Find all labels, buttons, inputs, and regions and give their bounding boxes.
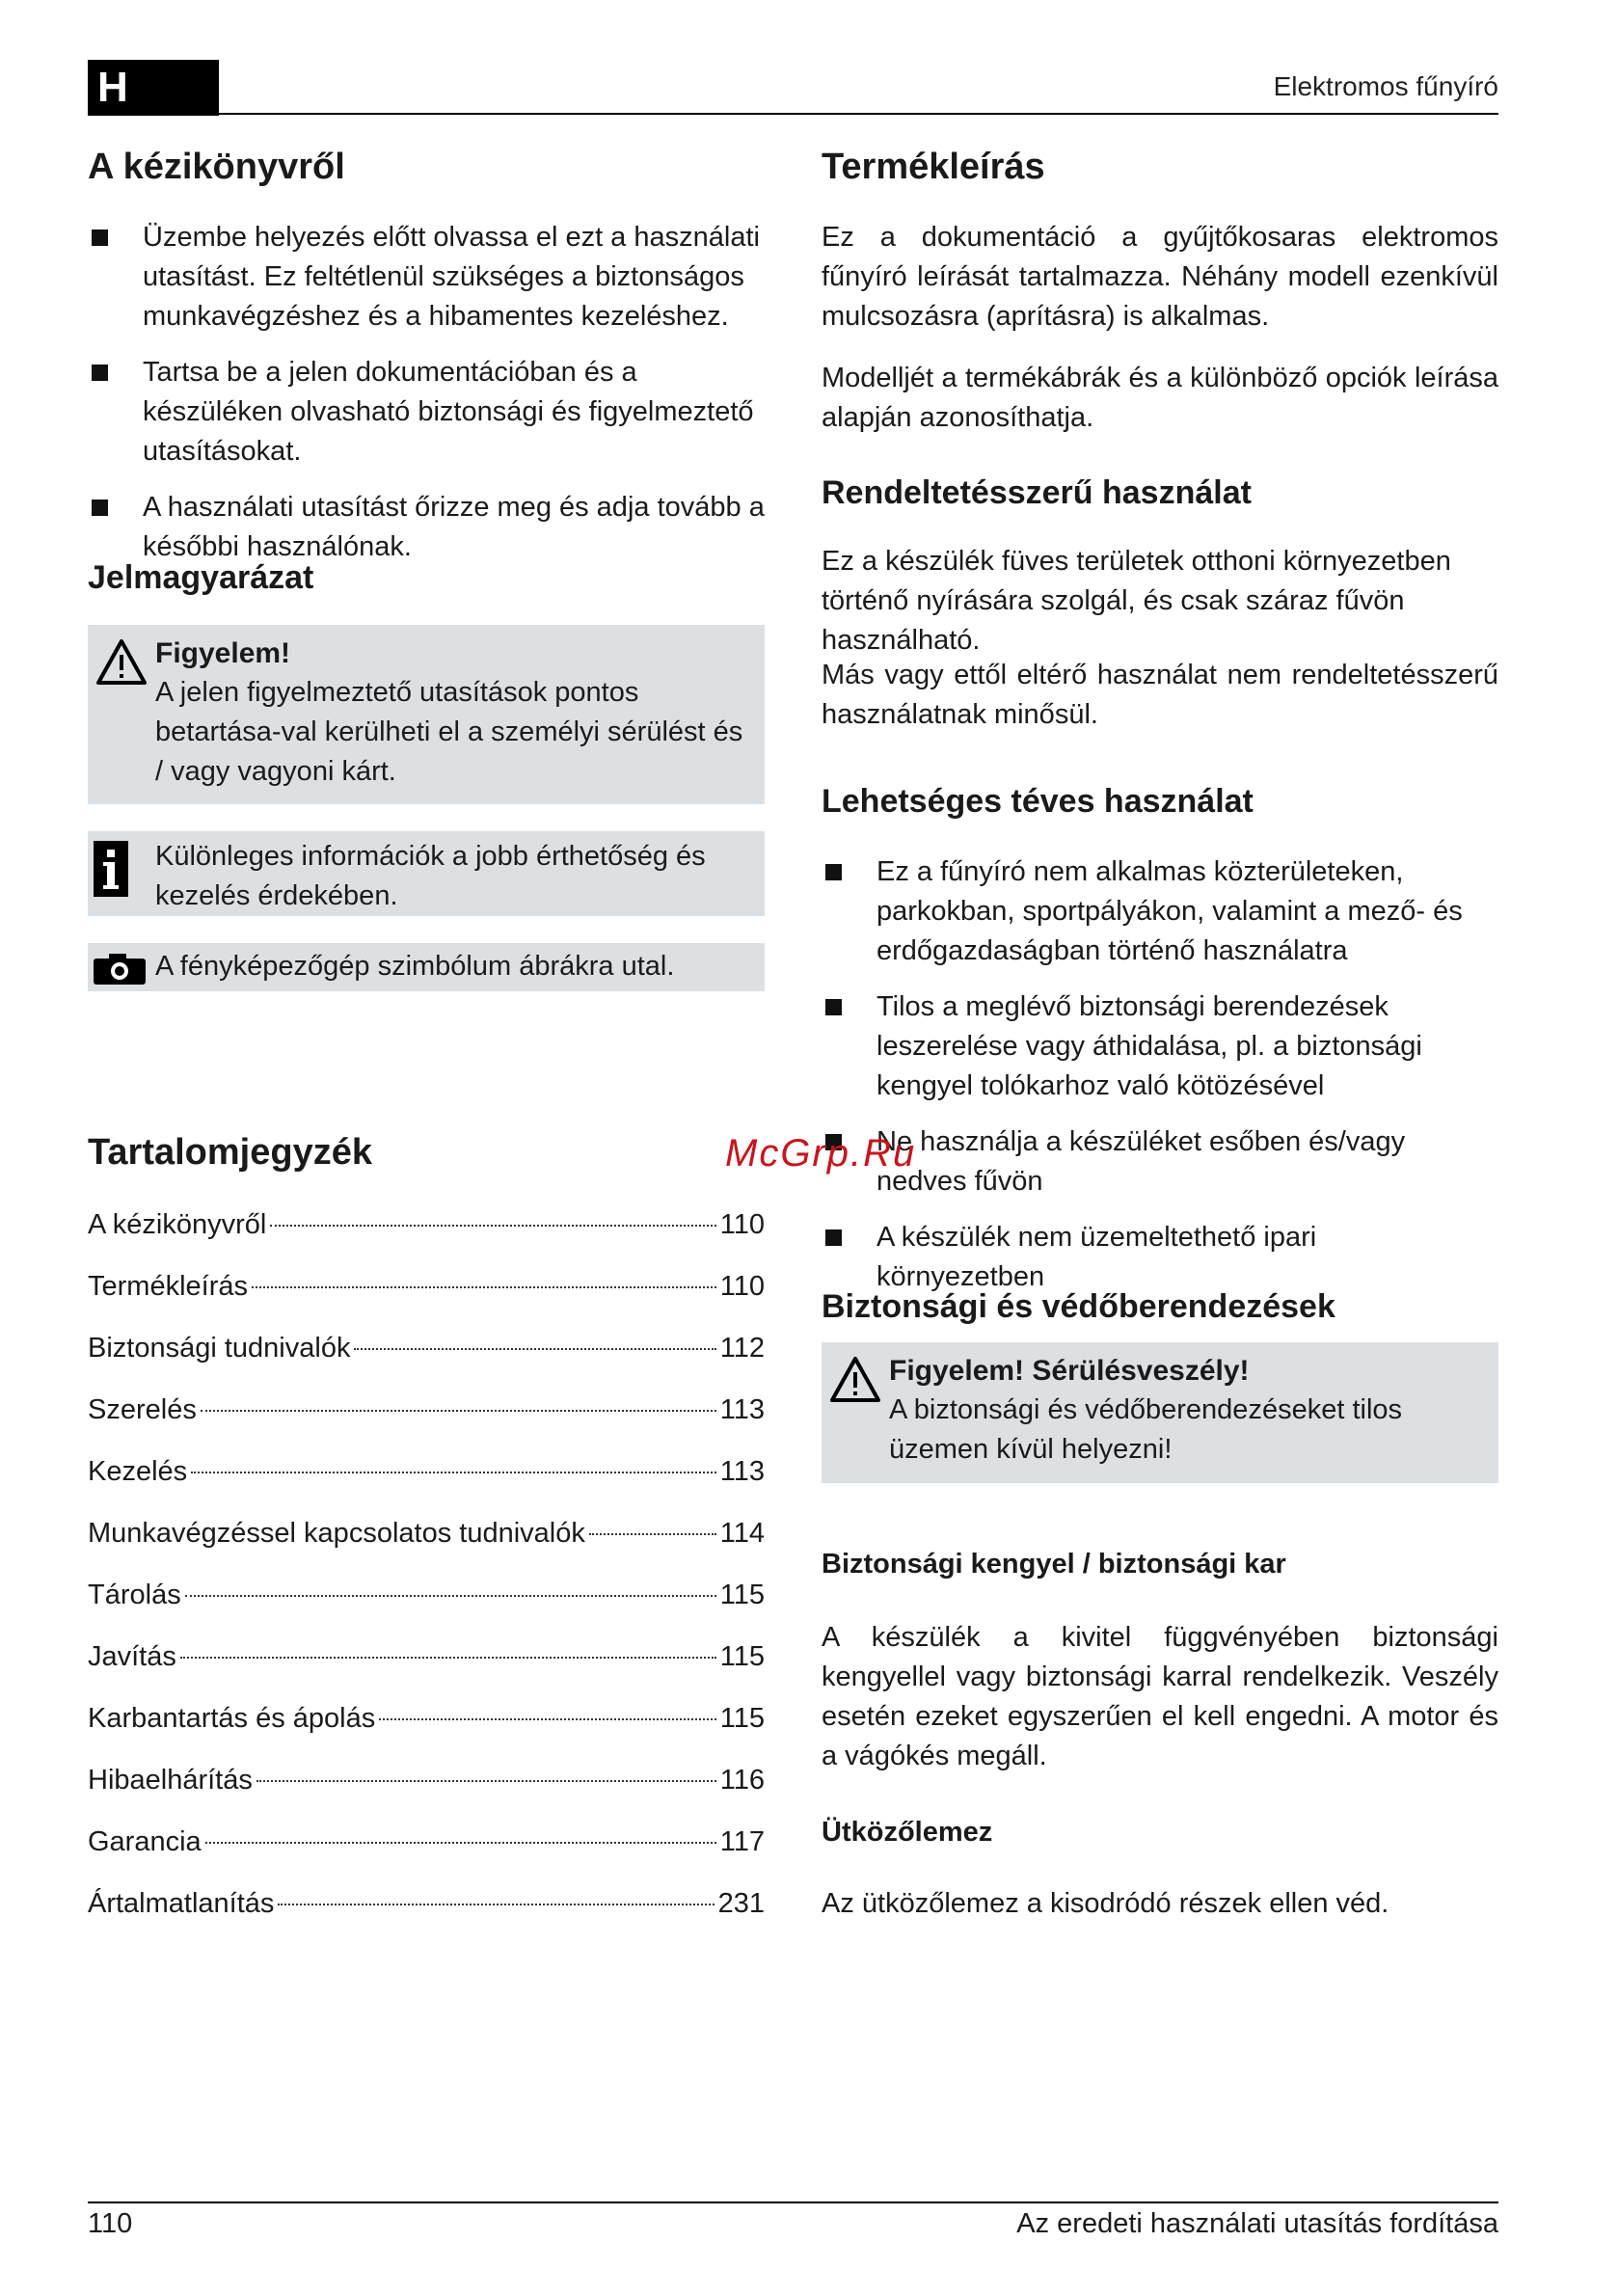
square-bullet-icon: [92, 500, 108, 516]
intended-use-heading: Rendeltetésszerű használat: [822, 474, 1252, 511]
toc-entry[interactable]: Termékleírás 110: [88, 1271, 765, 1302]
footer-text: Az eredeti használati utasítás fordítása: [1016, 2208, 1498, 2239]
list-item: Tilos a meglévő biztonsági berendezések leszerelése vagy áthidalása, pl. a biztonsági kengyel tolókarhoz való kötözésével: [822, 987, 1487, 1106]
about-list: [88, 218, 765, 583]
camera-text: A fényképezőgép szimbólum ábrákra utal.: [155, 951, 675, 982]
misuse-list: [822, 852, 1487, 1313]
square-bullet-icon: [825, 1229, 842, 1246]
warning-triangle-icon: [95, 638, 148, 687]
info-box: [88, 831, 765, 916]
list-item: Tartsa be a jelen dokumentációban és a készüléken olvasható biztonsági és figyelmeztető utasításokat.: [88, 353, 765, 472]
list-item: A használati utasítást őrizze meg és adja tovább a későbbi használónak.: [88, 488, 765, 567]
header-title: Elektromos fűnyíró: [1273, 71, 1498, 101]
toc-entry[interactable]: Szerelés 113: [88, 1394, 765, 1425]
baffle-text: Az ütközőlemez a kisodródó részek ellen véd.: [822, 1888, 1389, 1919]
toc-entry[interactable]: Ártalmatlanítás 231: [88, 1888, 765, 1919]
square-bullet-icon: [825, 999, 842, 1015]
camera-box: [88, 943, 765, 991]
toc-entry[interactable]: Tárolás 115: [88, 1580, 765, 1610]
baffle-heading: Ütközőlemez: [822, 1817, 993, 1848]
toc-entry[interactable]: Garancia 117: [88, 1826, 765, 1857]
warning-box: [88, 625, 765, 804]
info-icon: [94, 841, 128, 897]
toc-entry[interactable]: Kezelés 113: [88, 1456, 765, 1487]
intended-use-paragraph-1: Ez a készülék füves területek otthoni környezetben történő nyírására szolgál, és csak száraz fűvön használható.: [822, 546, 1451, 656]
intended-use-paragraph-2: Más vagy ettől eltérő használat nem rendeltetésszerű használatnak minősül.: [822, 660, 1498, 730]
list-item: Ez a fűnyíró nem alkalmas közterületeken, parkokban, sportpályákon, valamint a mező- és erdőgazdaságban történő használatra: [822, 852, 1487, 971]
warning-triangle-icon: [829, 1356, 881, 1404]
about-heading: A kézikönyvről: [88, 147, 345, 187]
header-divider: [88, 113, 1498, 115]
toc-entry[interactable]: A kézikönyvről 110: [88, 1209, 765, 1240]
legend-heading: Jelmagyarázat: [88, 559, 314, 596]
list-item: Ne használja a készüléket esőben és/vagy nedves fűvön: [822, 1122, 1487, 1202]
toc-list: [88, 1205, 765, 1946]
toc-entry[interactable]: Javítás 115: [88, 1641, 765, 1672]
safety-warning-box: [822, 1342, 1498, 1483]
square-bullet-icon: [92, 230, 108, 246]
square-bullet-icon: [825, 864, 842, 880]
warning-title: Figyelem!: [155, 637, 291, 669]
warning-text: A jelen figyelmeztető utasítások pontos betartása-val kerülheti el a személyi sérülést és / vagy vagyoni kárt.: [155, 677, 743, 787]
camera-icon: [92, 953, 148, 986]
product-heading: Termékleírás: [822, 147, 1045, 187]
list-item: A készülék nem üzemeltethető ipari környezetben: [822, 1218, 1487, 1297]
toc-heading: Tartalomjegyzék: [88, 1132, 372, 1173]
safety-bracket-text: A készülék a kivitel függvényében biztonsági kengyellel vagy biztonsági karral rendelkezik. Veszély esetén ezeket egyszerűen el kell engedni. A motor és a vágókés megáll.: [822, 1622, 1498, 1771]
toc-entry[interactable]: Munkavégzéssel kapcsolatos tudnivalók 114: [88, 1518, 765, 1549]
safety-warning-title: Figyelem! Sérülésveszély!: [889, 1355, 1250, 1387]
misuse-heading: Lehetséges téves használat: [822, 783, 1254, 820]
safety-bracket-heading: Biztonsági kengyel / biztonsági kar: [822, 1549, 1286, 1580]
list-item: Üzembe helyezés előtt olvassa el ezt a használati utasítást. Ez feltétlenül szükséges a biztonságos munkavégzéshez és a hibamentes kezeléshez.: [88, 218, 765, 337]
square-bullet-icon: [92, 365, 108, 381]
safety-warning-text: A biztonsági és védőberendezéseket tilos üzemen kívül helyezni!: [889, 1394, 1403, 1465]
toc-entry[interactable]: Hibaelhárítás 116: [88, 1765, 765, 1796]
toc-entry[interactable]: Karbantartás és ápolás 115: [88, 1703, 765, 1734]
product-paragraph-1: Ez a dokumentáció a gyűjtőkosaras elektromos fűnyíró leírását tartalmazza. Néhány modell ezenkívül mulcsozásra (aprításra) is alkalmas.: [822, 222, 1498, 332]
toc-entry[interactable]: Biztonsági tudnivalók 112: [88, 1333, 765, 1364]
footer-divider: [88, 2201, 1498, 2203]
watermark-text: McGrp.Ru: [725, 1132, 917, 1175]
language-code-box: H: [88, 60, 219, 116]
safety-heading: Biztonsági és védőberendezések: [822, 1288, 1335, 1325]
product-paragraph-2: Modelljét a termékábrák és a különböző opciók leírása alapján azonosíthatja.: [822, 363, 1498, 433]
info-text: Különleges információk a jobb érthetőség és kezelés érdekében.: [155, 841, 706, 911]
footer-page-number: 110: [88, 2208, 133, 2239]
